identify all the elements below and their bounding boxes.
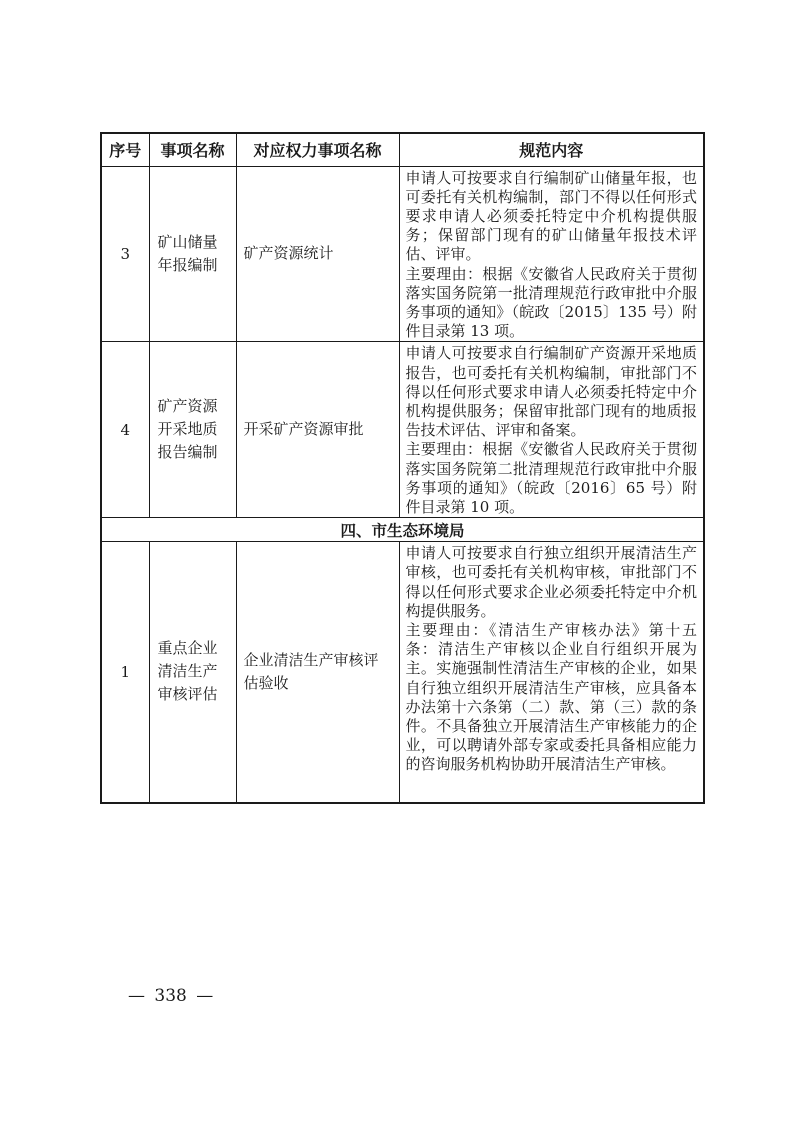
table-row (101, 542, 704, 803)
column-header-power-item-name: 对应权力事项名称 (236, 133, 399, 166)
cell-seq: 3 (101, 166, 149, 342)
content-paragraph: 申请人可按要求自行编制矿山储量年报，也可委托有关机构编制，部门不得以任何形式要求申请人必须委托特定中介机构提供服务；保留部门现有的矿山储量年报技术评估、评审。 (405, 168, 697, 264)
content-paragraph: 申请人可按要求自行编制矿产资源开采地质报告，也可委托有关机构编制，审批部门不得以任何形式要求申请人必须委托特定中介机构提供服务；保留审批部门现有的地质报告技术评估、评审和备案。 (405, 344, 697, 440)
column-header-seq: 序号 (101, 133, 149, 166)
table-row (101, 166, 704, 342)
cell-power-item-name: 矿产资源统计 (236, 166, 399, 342)
page-number: — 338 — (128, 986, 214, 1006)
cell-item-name: 矿山储量年报编制 (149, 166, 236, 342)
cell-seq: 4 (101, 342, 149, 518)
cell-content (399, 542, 704, 803)
cell-seq: 1 (101, 542, 149, 803)
table-row (101, 342, 704, 518)
content-reason-paragraph: 主要理由：根据《安徽省人民政府关于贯彻落实国务院第二批清理规范行政审批中介服务事项的通知》（皖政〔2016〕65 号）附件目录第 10 项。 (405, 440, 697, 516)
content-reason-paragraph: 主要理由：《清洁生产审核办法》第十五条：清洁生产审核以企业自行组织开展为主。实施强制性清洁生产审核的企业，如果自行独立组织开展清洁生产审核，应具备本办法第十六条第（二）款、第（三）款的条件。不具备独立开展清洁生产审核能力的企业，可以聘请外部专家或委托具备相应能力的咨询服务机构协助开展清洁生产审核。 (405, 620, 697, 774)
content-reason-paragraph: 主要理由：根据《安徽省人民政府关于贯彻落实国务院第一批清理规范行政审批中介服务事项的通知》（皖政〔2015〕135 号）附件目录第 13 项。 (405, 264, 697, 341)
column-header-content: 规范内容 (399, 133, 704, 166)
cell-content (399, 342, 704, 518)
column-header-item-name: 事项名称 (149, 133, 236, 166)
cell-content (399, 166, 704, 342)
content-paragraph: 申请人可按要求自行独立组织开展清洁生产审核，也可委托有关机构审核，审批部门不得以任何形式要求企业必须委托特定中介机构提供服务。 (405, 544, 697, 620)
cell-power-item-name: 开采矿产资源审批 (236, 342, 399, 518)
table-header-row (101, 133, 704, 166)
cell-power-item-name: 企业清洁生产审核评估验收 (236, 542, 399, 803)
section-header-row (101, 518, 704, 542)
cell-item-name: 重点企业清洁生产审核评估 (149, 542, 236, 803)
section-header: 四、市生态环境局 (101, 518, 704, 542)
cell-item-name: 矿产资源开采地质报告编制 (149, 342, 236, 518)
regulation-table (100, 132, 705, 804)
